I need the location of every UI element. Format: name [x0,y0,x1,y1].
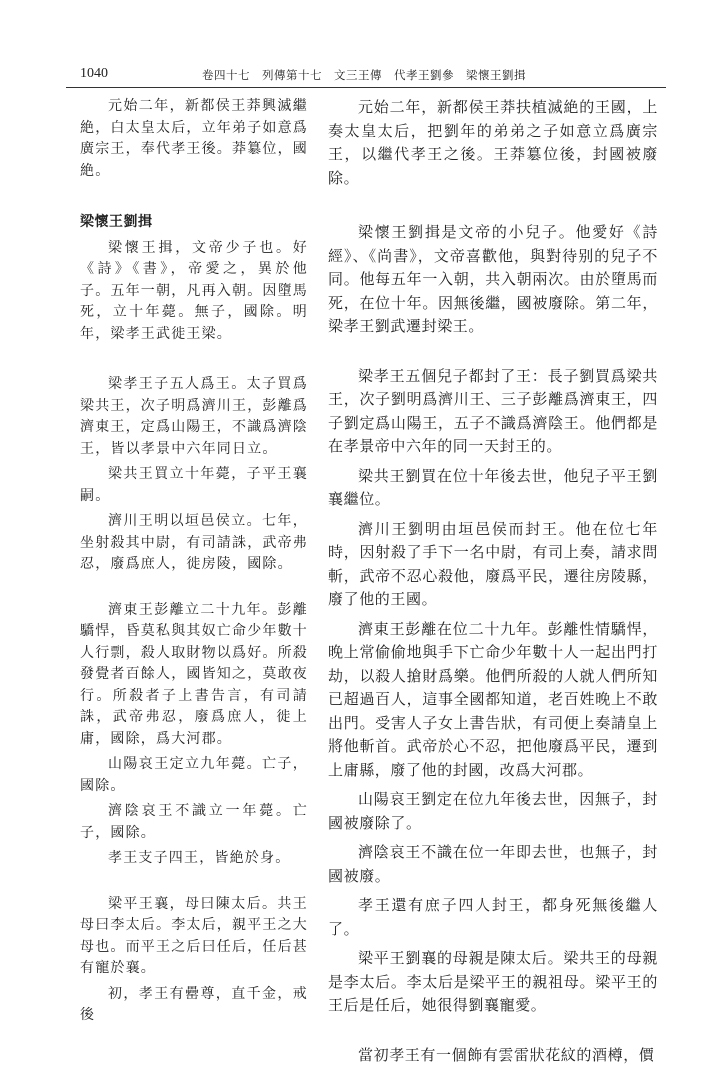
right-paragraph-1: 元始二年，新都侯王莽扶植滅絶的王國，上奏太皇太后，把劉年的弟弟之子如意立爲廣宗王，以繼代孝王之後。王莽簒位後，封國被廢除。 [328,98,658,187]
header-rule [66,87,666,88]
left-paragraph-3: 梁孝王子五人爲王。太子買爲梁共王，次子明爲濟川王，彭離爲濟東王，定爲山陽王，不識爲濟陰王，皆以孝景中六年同日立。 [80,376,308,457]
running-header [66,62,666,86]
right-paragraph-4: 梁共王劉買在位十年後去世，他兒子平王劉襄繼位。 [328,466,658,508]
classical-text-column [80,96,308,1031]
right-paragraph-9: 孝王還有庶子四人封王，都身死無後繼人了。 [328,896,658,938]
left-paragraph-1: 元始二年，新都侯王莽興滅繼絶，白太皇太后，立年弟子如意爲廣宗王，奉代孝王後。莽簒位，國絶。 [80,98,308,179]
right-paragraph-3: 梁孝王五個兒子都封了王：長子劉買爲梁共王，次子劉明爲濟川王、三子彭離爲濟東王，四子劉定爲山陽王，五子不識爲濟陰王。他們都是在孝景帝中六年的同一天封王的。 [328,366,658,455]
right-paragraph-11: 當初孝王有一個飾有雲雷狀花紋的酒樽，價 [358,1045,655,1064]
right-paragraph-7: 山陽哀王劉定在位九年後去世，因無子，封國被廢除了。 [328,790,658,832]
left-paragraph-11: 初，孝王有罍尊，直千金，戒後 [80,985,308,1023]
left-paragraph-8: 濟陰哀王不識立一年薨。亡子，國除。 [80,803,308,841]
left-paragraph-7: 山陽哀王定立九年薨。亡子，國除。 [80,756,308,794]
right-paragraph-6: 濟東王彭離在位二十九年。彭離性情驕悍，晚上常偷偷地與手下亡命少年數十人一起出門打劫，以殺人搶財爲樂。他們所殺的人就人們所知已超過百人，這事全國都知道，老百姓晚上不敢出門。受害人子女上書告狀，有司便上奏請皇上將他斬首。武帝於心不忍，把他廢爲平民，遷到上庸縣，廢了他的封國，改爲大河郡。 [328,619,658,779]
section-title: 梁懷王劉揖 [80,214,153,230]
left-paragraph-2: 梁懷王揖，文帝少子也。好《詩》《書》，帝愛之，異於他子。五年一朝，凡再入朝。因墮馬死，立十年薨。無子，國除。明年，梁孝王武徙王梁。 [80,239,308,342]
right-paragraph-5: 濟川王劉明由垣邑侯而封王。他在位七年時，因射殺了手下一名中尉，有司上奏，請求問斬，武帝不忍心殺他，廢爲平民，遷往房陵縣，廢了他的王國。 [328,519,658,608]
right-paragraph-10: 梁平王劉襄的母親是陳太后。梁共王的母親是李太后。李太后是梁平王的親祖母。梁平王的王后是任后，她很得劉襄寵愛。 [328,949,658,1014]
page-number: 1040 [80,66,108,81]
translation-column [328,96,658,1073]
right-paragraph-2: 梁懷王劉揖是文帝的小兒子。他愛好《詩經》、《尚書》，文帝喜歡他，與對待别的兒子不同。他每五年一入朝，共入朝兩次。由於墮馬而死，在位十年。因無後繼，國被廢除。第二年，梁孝王劉武遷封梁王。 [328,223,658,335]
left-paragraph-4: 梁共王買立十年薨，子平王襄嗣。 [80,466,308,504]
right-paragraph-8: 濟陰哀王不識在位一年即去世，也無子，封國被廢。 [328,843,658,885]
left-paragraph-5: 濟川王明以垣邑侯立。七年，坐射殺其中尉，有司請誅，武帝弗忍，廢爲庶人，徙房陵，國除。 [80,513,308,572]
left-paragraph-10: 梁平王襄，母曰陳太后。共王母曰李太后。李太后，親平王之大母也。而平王之后曰任后，任后甚有寵於襄。 [80,895,308,976]
left-paragraph-6: 濟東王彭離立二十九年。彭離驕悍，昏莫私與其奴亡命少年數十人行剽，殺人取財物以爲好。所殺發覺者百餘人，國皆知之，莫敢夜行。所殺者子上書告言，有司請誅，武帝弗忍，廢爲庶人，徙上庸，國除，爲大河郡。 [80,601,308,747]
left-paragraph-9: 孝王支子四王，皆絶於身。 [108,850,291,866]
running-title: 卷四十七 列傳第十七 文三王傳 代孝王劉參 梁懷王劉揖 [202,68,526,82]
